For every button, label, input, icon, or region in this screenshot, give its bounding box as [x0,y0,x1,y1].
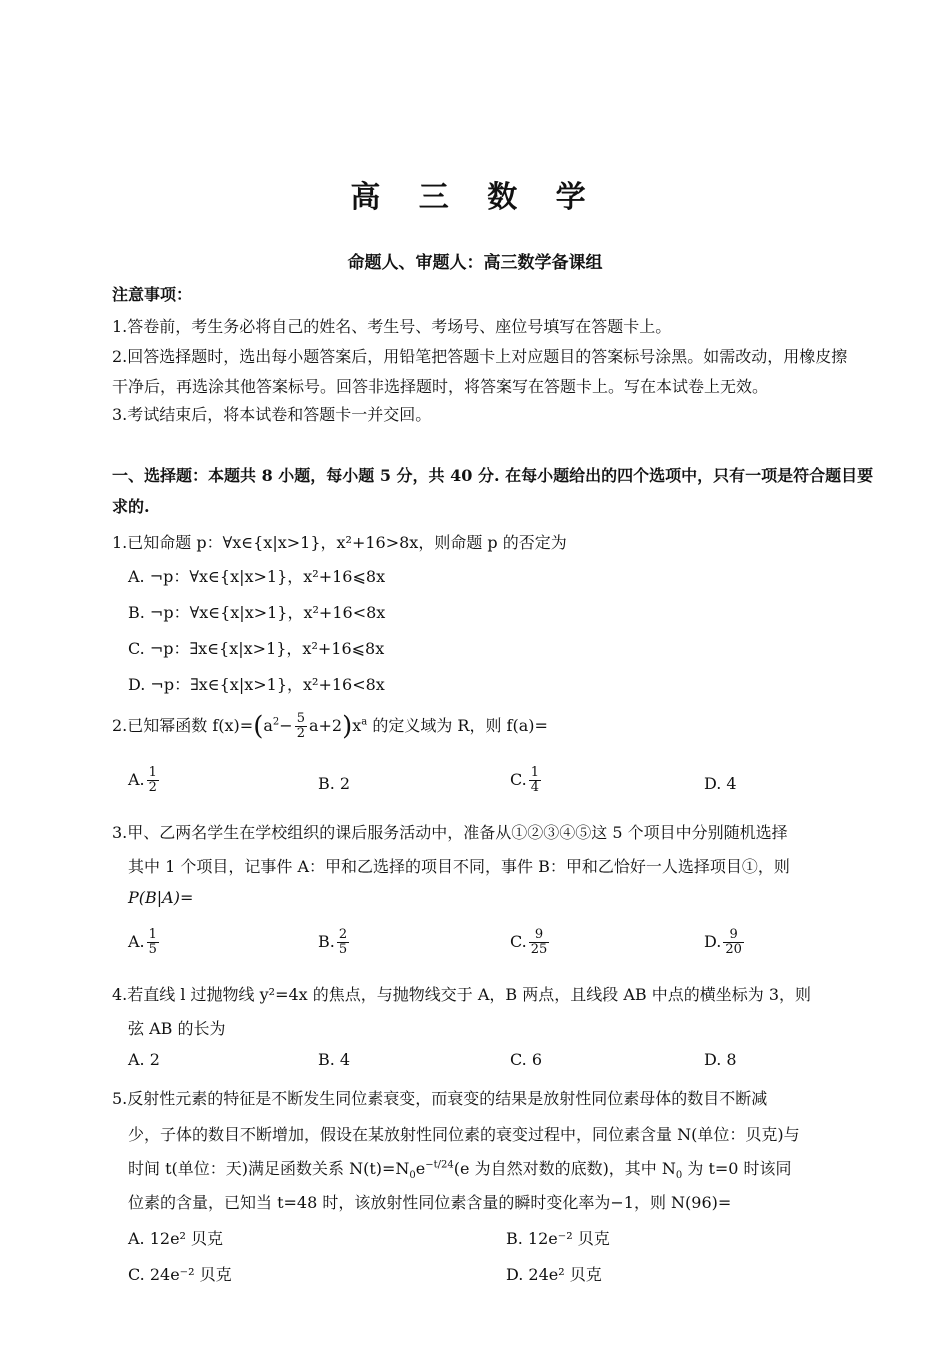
q2-inner-tail: a+2 [308,716,343,735]
q5-option-b: B. 12e⁻² 贝克 [506,1229,610,1248]
q3-stem-line2: 其中 1 个项目，记事件 A：甲和乙选择的项目不同，事件 B：甲和乙恰好一人选择项目①，则 [128,857,790,876]
q2-inner-prefix: a [263,716,273,735]
q2-stem-suffix: x [352,716,362,735]
q2-stem-prefix: 2.已知幂函数 f(x)= [112,716,254,735]
q4-option-b: B. 4 [318,1050,351,1069]
notice-item-3: 3.考试结束后，将本试卷和答题卡一并交回。 [112,405,432,424]
q4-stem-line1: 4.若直线 l 过抛物线 y²=4x 的焦点，与抛物线交于 A，B 两点，且线段 AB 中点的横坐标为 3，则 [112,985,812,1004]
q4-option-a: A. 2 [128,1050,160,1069]
q2-option-c: C. $\frac{1}{4}$ [510,765,540,795]
section1-heading-cont: 求的. [112,497,150,516]
q5-stem-line1: 5.反射性元素的特征是不断发生同位素衰变，而衰变的结果是放射性同位素母体的数目不断减 [112,1089,768,1108]
notice-item-2: 2.回答选择题时，选出每小题答案后，用铅笔把答题卡上对应题目的答案标号涂黑。如需改动，用橡皮擦 [112,347,848,366]
section1-heading: 一、选择题：本题共 8 小题，每小题 5 分，共 40 分. 在每小题给出的四个选项中，只有一项是符合题目要 [112,466,874,485]
page-title: 高 三 数 学 [350,180,600,215]
q2-option-a: A. $\frac{1}{2}$ [128,765,157,795]
q4-option-c: C. 6 [510,1050,543,1069]
q2-option-b: B. 2 [318,774,351,793]
q2-stem: 2.已知幂函数 $f(x)=(a^2-$ $\frac{5}{2}$ $a+2)x^a$ 的定义域为 R，则 f(a)= [112,711,548,742]
q1-option-b: B. ¬p：∀x∈{x|x>1}，x²+16<8x [128,603,386,622]
q1-option-c: C. ¬p：∃x∈{x|x>1}，x²+16⩽8x [128,639,385,658]
q5-stem-line3: 时间 t(单位：天)满足函数关系 $N(t)=N_0e^{-t/24}(e$ 为自然对数的底数)，其中 $N_0$ 为 t=0 时该同 [128,1159,792,1182]
q3-stem-line1: 3.甲、乙两名学生在学校组织的课后服务活动中，准备从①②③④⑤这 5 个项目中分别随机选择 [112,823,788,842]
notice-item-2-cont: 干净后，再选涂其他答案标号。回答非选择题时，将答案写在答题卡上。写在本试卷上无效。 [112,377,769,396]
notice-item-1: 1.答卷前，考生务必将自己的姓名、考生号、考场号、座位号填写在答题卡上。 [112,317,672,336]
q5-option-a: A. 12e² 贝克 [128,1229,224,1248]
q3-option-b: B. $\frac{2}{5}$ [318,927,348,957]
q1-option-d: D. ¬p：∃x∈{x|x>1}，x²+16<8x [128,675,385,694]
q4-stem-line2: 弦 AB 的长为 [128,1019,226,1038]
q5-option-d: D. 24e² 贝克 [506,1265,602,1284]
q2-inner-sup: 2 [272,716,280,728]
q5-option-c: C. 24e⁻² 贝克 [128,1265,232,1284]
page-subtitle: 命题人、审题人：高三数学备课组 [347,253,603,273]
q3-option-a: A. $\frac{1}{5}$ [128,927,157,957]
q3-option-d: D. $\frac{9}{20}$ [704,927,742,957]
q1-stem: 1.已知命题 p：∀x∈{x|x>1}，x²+16>8x，则命题 p 的否定为 [112,533,567,552]
q3-option-c: C. $\frac{9}{25}$ [510,927,548,957]
q2-stem-suffix-sup: a [361,716,368,728]
q1-option-a: A. ¬p：∀x∈{x|x>1}，x²+16⩽8x [128,567,386,586]
q2-stem-tail: 的定义域为 R，则 f(a)= [367,716,548,735]
q2-inner-minus: − [279,716,293,735]
q2-fraction: $\frac{5}{2}$ [296,711,305,741]
q2-option-d: D. 4 [704,774,737,793]
q4-option-d: D. 8 [704,1050,737,1069]
q5-stem-line2: 少，子体的数目不断增加，假设在某放射性同位素的衰变过程中，同位素含量 N(单位：贝克)与 [128,1125,800,1144]
q5-stem-line4: 位素的含量，已知当 t=48 时，该放射性同位素含量的瞬时变化率为−1，则 N(96)= [128,1193,732,1212]
q3-stem-line3: P(B|A)= [128,888,194,907]
notice-heading: 注意事项： [112,285,193,304]
